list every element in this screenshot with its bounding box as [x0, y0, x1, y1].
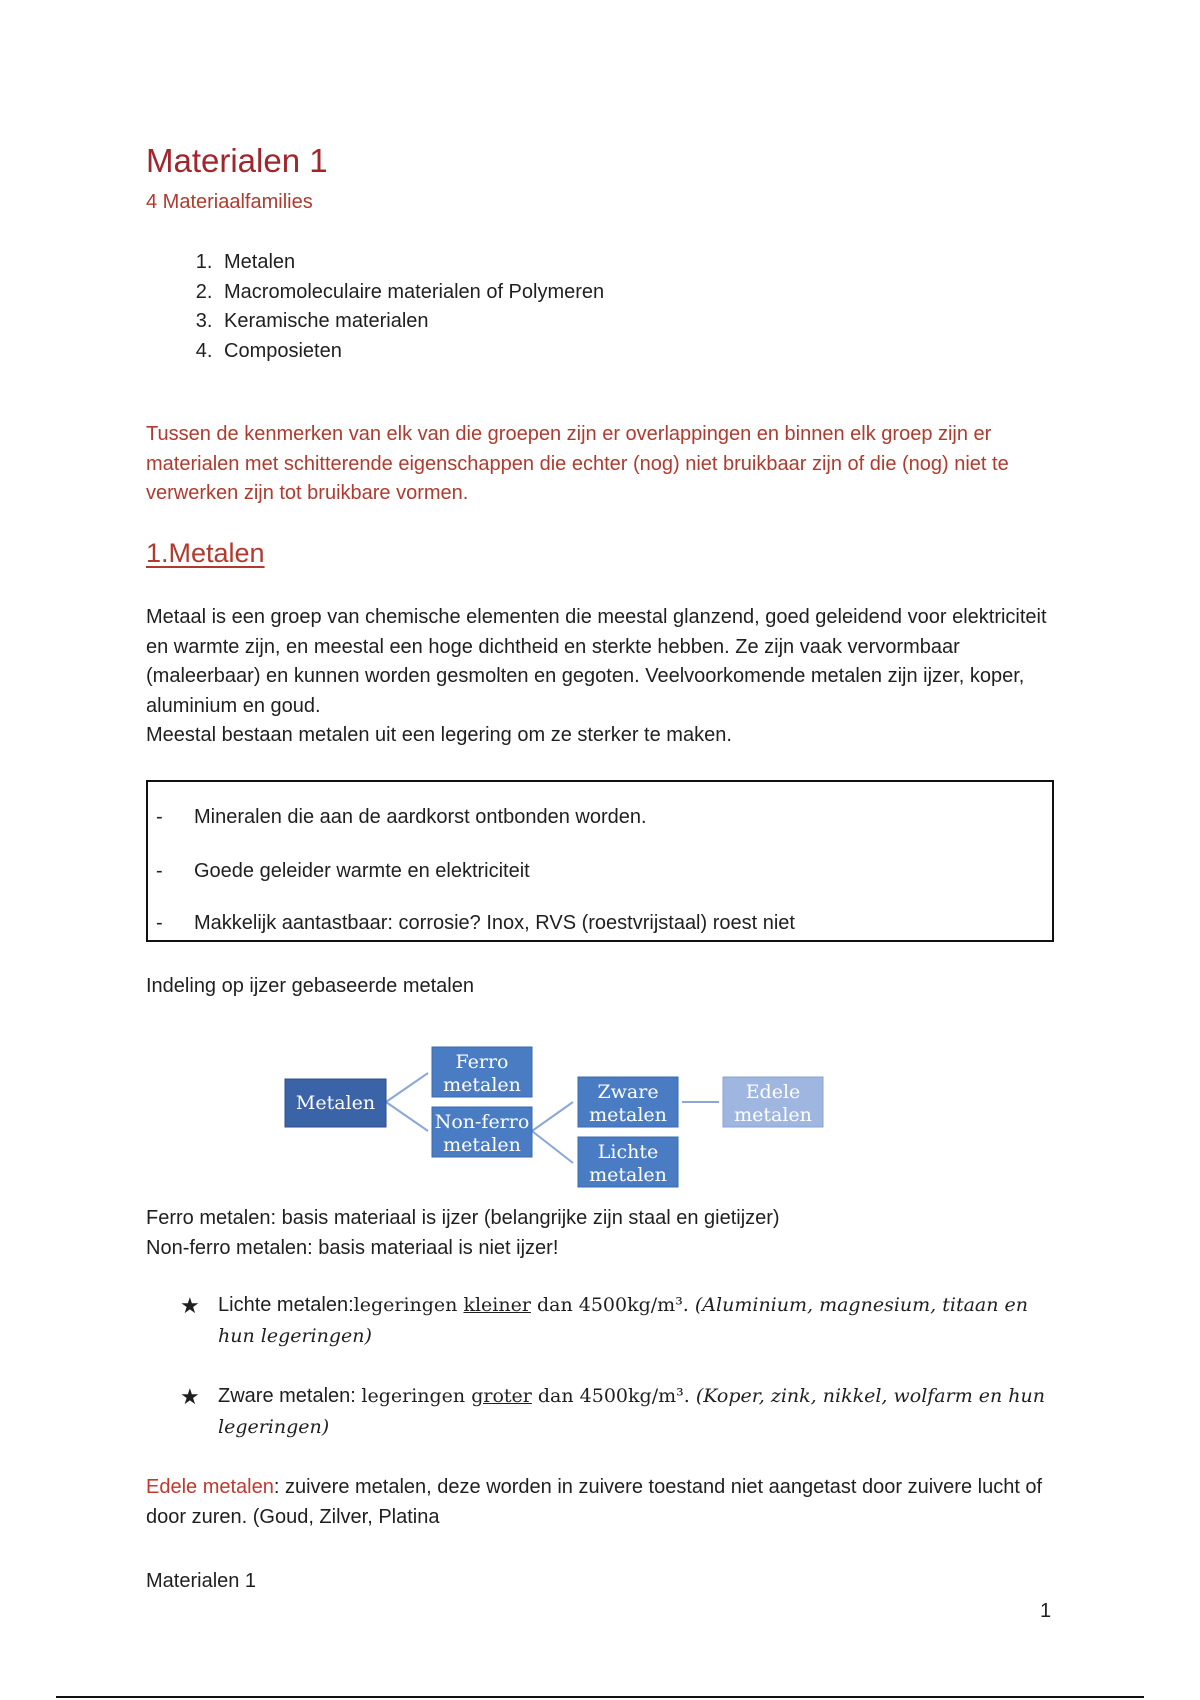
- noble-metals-text: : zuivere metalen, deze worden in zuivere toestand niet aangetast door zuivere lucht of door zuren. (Goud, Zilver, Platina: [146, 1476, 1043, 1528]
- list-item: 2. Macromoleculaire materialen of Polymeren: [218, 278, 604, 308]
- box-item: [156, 860, 530, 883]
- box-item: [156, 912, 795, 935]
- node-ferro-label: Ferro: [455, 1051, 509, 1073]
- page-bottom-divider: [56, 1696, 1144, 1698]
- node-zware-label: Zware: [597, 1081, 659, 1103]
- list-item: 4. Composieten: [218, 337, 604, 367]
- node-edele-label: Edele: [745, 1081, 801, 1103]
- page-title: Materialen 1: [146, 142, 328, 179]
- light-metals-pre: legeringen: [353, 1294, 464, 1316]
- noble-metals-para: [146, 1473, 1066, 1532]
- box-item-text: Makkelijk aantastbaar: corrosie? Inox, RVS (roestvrijstaal) roest niet: [194, 912, 795, 934]
- overlap-note: Tussen de kenmerken van elk van die groepen zijn er overlappingen en binnen elk groep zijn er materialen met schitterende eigenschappen die echter (nog) niet bruikbaar zijn of die (nog) niet te verwerken zijn tot bruikbare vormen.: [146, 423, 1009, 504]
- node-zware-label: metalen: [589, 1104, 667, 1126]
- page-footer: Materialen 1: [146, 1570, 257, 1592]
- light-metals-examples: (Aluminium, magnesium, titaan en hun legeringen): [218, 1294, 1028, 1347]
- node-lichte-label: Lichte: [597, 1141, 659, 1163]
- dash-bullet: -: [156, 912, 163, 934]
- heavy-metals-density: dan 4500kg/m³.: [531, 1385, 690, 1407]
- box-item-text: Goede geleider warmte en elektriciteit: [194, 860, 530, 882]
- properties-box: [146, 780, 1054, 942]
- classification-label: Indeling op ijzer gebaseerde metalen: [146, 975, 474, 997]
- nonferro-note: Non-ferro metalen: basis materiaal is niet ijzer!: [146, 1237, 559, 1259]
- box-item: [156, 806, 647, 829]
- heavy-metals-emph: groter: [471, 1385, 532, 1407]
- node-nonferro-label: Non-ferro: [434, 1111, 530, 1133]
- node-edele-label: metalen: [734, 1104, 812, 1126]
- metal-intro: [146, 603, 1066, 751]
- page-number: 1: [1040, 1600, 1052, 1622]
- light-metals-label: Lichte metalen:: [218, 1294, 354, 1316]
- list-item: 3. Keramische materialen: [218, 307, 604, 337]
- node-lichte-label: metalen: [589, 1164, 667, 1186]
- heavy-metals-pre: legeringen: [361, 1385, 472, 1407]
- light-metals-item: [180, 1290, 1060, 1352]
- metal-intro-text: Metaal is een groep van chemische elementen die meestal glanzend, goed geleidend voor elektriciteit en warmte zijn, en meestal een hoge dichtheid en sterkte hebben. Ze zijn vaak vervormbaar (maleerbaar) en kunnen worden gesmolten en gegoten. Veelvoorkomende metalen zijn ijzer, koper, aluminium en goud.: [146, 606, 1047, 717]
- dash-bullet: -: [156, 806, 163, 828]
- heavy-metals-label: Zware metalen:: [218, 1385, 362, 1407]
- family-list: [180, 248, 604, 366]
- box-item-text: Mineralen die aan de aardkorst ontbonden worden.: [194, 806, 647, 828]
- light-metals-density: dan 4500kg/m³.: [530, 1294, 689, 1316]
- star-icon: ★: [180, 1384, 200, 1409]
- heavy-metals-item: [180, 1381, 1060, 1443]
- list-item: 1. Metalen: [218, 248, 604, 278]
- dash-bullet: -: [156, 860, 163, 882]
- metal-intro-text-2: Meestal bestaan metalen uit een legering om ze sterker te maken.: [146, 724, 732, 746]
- node-nonferro-label: metalen: [443, 1134, 521, 1156]
- node-ferro-label: metalen: [443, 1074, 521, 1096]
- subtitle: 4 Materiaalfamilies: [146, 191, 313, 213]
- heavy-metals-examples: (Koper, zink, nikkel, wolfarm en hun legeringen): [218, 1385, 1046, 1438]
- star-icon: ★: [180, 1293, 200, 1318]
- ferro-note: Ferro metalen: basis materiaal is ijzer (belangrijke zijn staal en gietijzer): [146, 1207, 780, 1229]
- section-heading-metalen: 1.Metalen: [146, 538, 265, 568]
- noble-metals-label: Edele metalen: [146, 1476, 274, 1498]
- metal-classification-diagram: [270, 1035, 840, 1195]
- node-metalen-label: Metalen: [295, 1092, 376, 1114]
- light-metals-emph: kleiner: [463, 1294, 531, 1316]
